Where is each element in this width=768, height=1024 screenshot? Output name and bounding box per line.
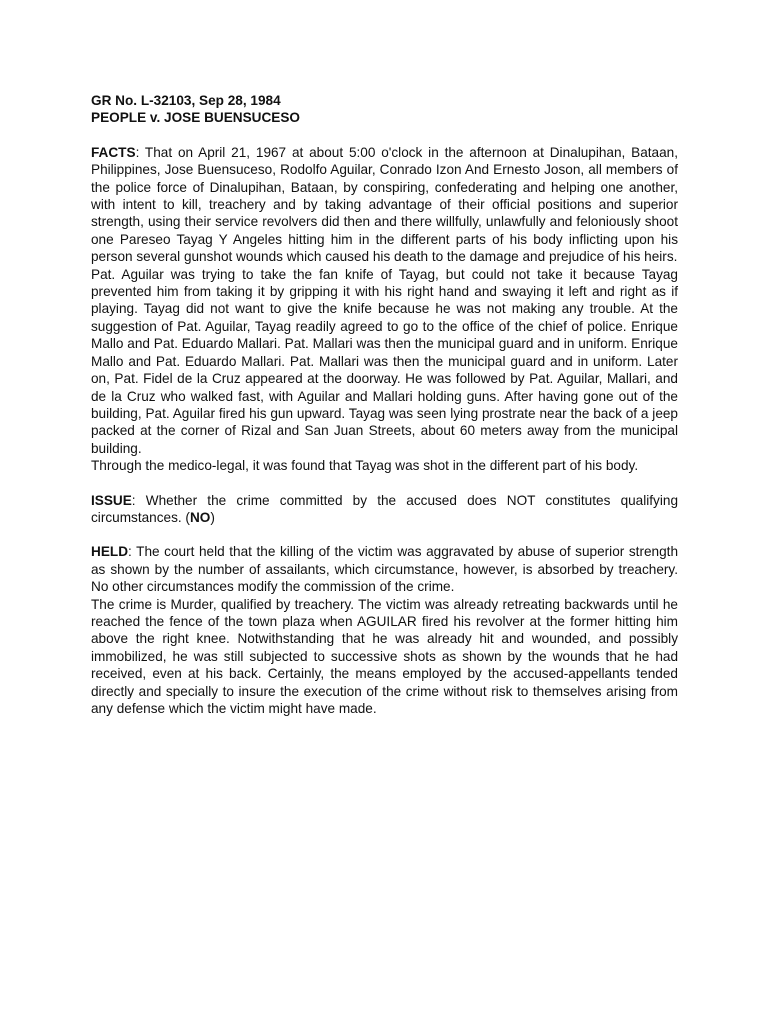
issue-label: ISSUE bbox=[91, 492, 132, 508]
section-spacer bbox=[91, 526, 678, 543]
section-spacer bbox=[91, 475, 678, 492]
facts-text-1: : That on April 21, 1967 at about 5:00 o'clock in the afternoon at Dinalupihan, Bataan, Philippines, Jose Buensuceso, Rodolfo Aguilar, Conrado Izon And Ernesto Joson, all members of the police force of Dinalupihan, Bataan, by conspiring, confederating and helping one another, with intent to kill, treachery and by taking advantage of their official positions and superior strength, using their service revolvers did then and there willfully, unlawfully and feloniously shoot one Pareseo Tayag Y Angeles hitting him in the different parts of his body inflicting upon his person several gunshot wounds which caused his death to the damage and prejudice of his heirs. bbox=[91, 144, 678, 265]
document-page bbox=[91, 92, 678, 717]
facts-paragraph-3: Through the medico-legal, it was found that Tayag was shot in the different part of his body. bbox=[91, 458, 639, 474]
case-header bbox=[91, 92, 678, 127]
held-text-1: : The court held that the killing of the victim was aggravated by abuse of superior strength as shown by the number of assailants, which circumstance, however, is absorbed by treachery. No other circumstances modify the commission of the crime. bbox=[91, 544, 678, 595]
facts-section bbox=[91, 144, 678, 475]
held-section bbox=[91, 543, 678, 717]
issue-paragraph bbox=[91, 492, 678, 527]
held-paragraph-1 bbox=[91, 543, 678, 595]
issue-answer: NO bbox=[189, 509, 211, 525]
issue-section bbox=[91, 492, 678, 527]
facts-label: FACTS bbox=[91, 144, 136, 160]
facts-paragraph-2: Pat. Aguilar was trying to take the fan knife of Tayag, but could not take it because Tayag prevented him from taking it by gripping it with his right hand and swaying it left and right as if playing. Tayag did not want to give the knife because he was not making any trouble. At the suggestion of Pat. Aguilar, Tayag readily agreed to go to the office of the chief of police. Enrique Mallo and Pat. Eduardo Mallari. Pat. Mallari was then the municipal guard and in uniform. Enrique Mallo and Pat. Eduardo Mallari. Pat. Mallari was then the municipal guard and in uniform. Later on, Pat. Fidel de la Cruz appeared at the doorway. He was followed by Pat. Aguilar, Mallari, and de la Cruz who walked fast, with Aguilar and Mallari holding guns. After having gone out of the building, Pat. Aguilar fired his gun upward. Tayag was seen lying prostrate near the back of a jeep packed at the corner of Rizal and San Juan Streets, about 60 meters away from the municipal building. bbox=[91, 266, 678, 456]
case-title: PEOPLE v. JOSE BUENSUCESO bbox=[91, 110, 300, 126]
case-number: GR No. L-32103, Sep 28, 1984 bbox=[91, 93, 281, 108]
facts-paragraph-1 bbox=[91, 144, 678, 266]
issue-text: : Whether the crime committed by the accused does NOT constitutes qualifying circumstances. ( bbox=[91, 492, 678, 525]
held-paragraph-2: The crime is Murder, qualified by treachery. The victim was already retreating backwards until he reached the fence of the town plaza when AGUILAR fired his revolver at the former hitting him above the right knee. Notwithstanding that he was already hit and wounded, and possibly immobilized, he was still subjected to successive shots as shown by the wounds that he had received, even at his back. Certainly, the means employed by the accused-appellants tended directly and specially to insure the execution of the crime without risk to themselves arising from any defense which the victim might have made. bbox=[91, 596, 678, 716]
held-label: HELD bbox=[91, 544, 129, 560]
issue-close: ) bbox=[210, 509, 215, 525]
